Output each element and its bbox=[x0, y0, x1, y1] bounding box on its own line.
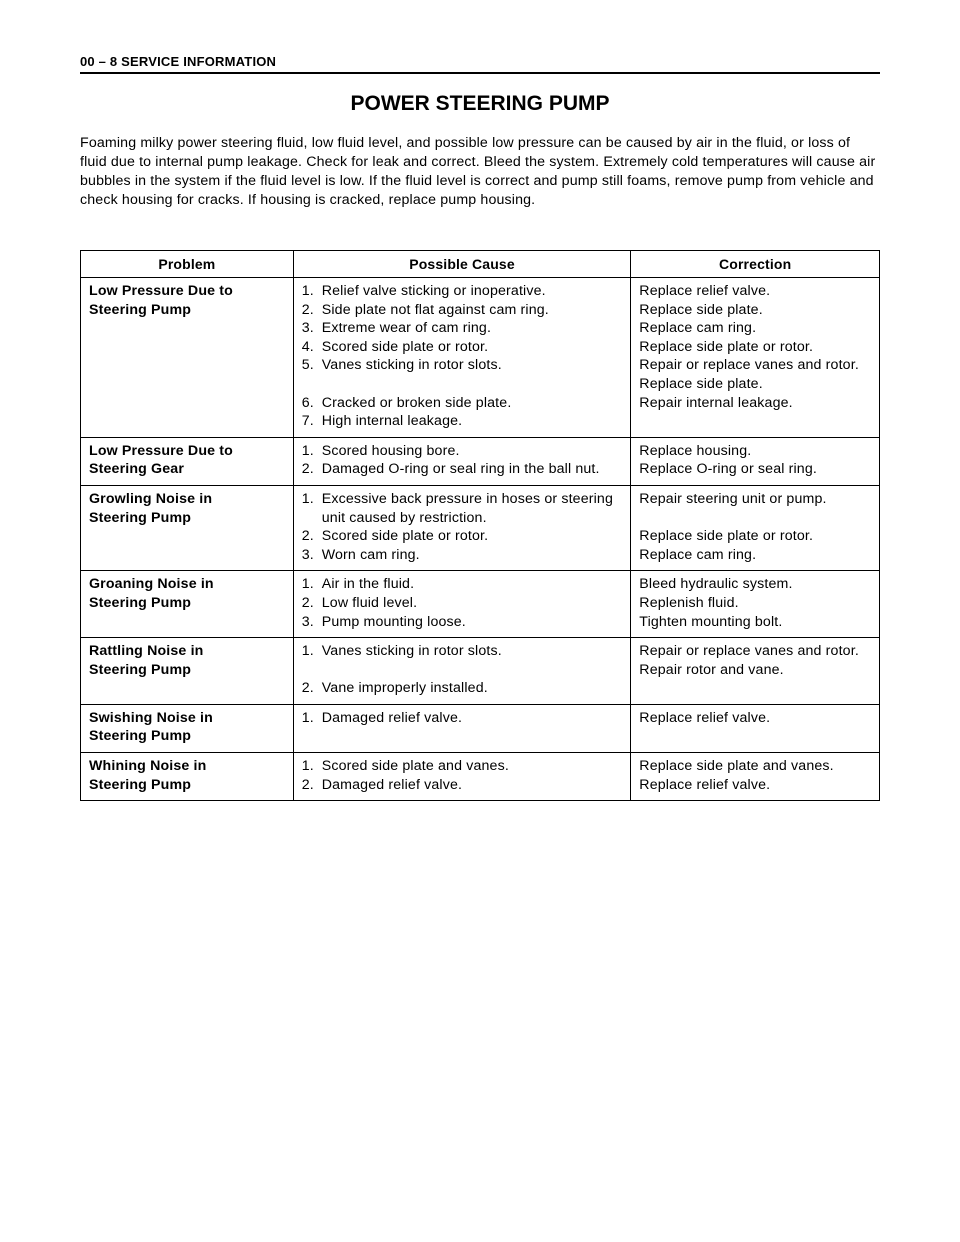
problem-line: Steering Pump bbox=[89, 301, 192, 318]
cause-text: Air in the fluid. bbox=[321, 576, 415, 593]
cause-item bbox=[302, 356, 623, 375]
cause-number: 2. bbox=[301, 301, 314, 318]
cause-item bbox=[302, 613, 623, 632]
cause-number: 2. bbox=[301, 461, 314, 478]
cause-text: Vane improperly installed. bbox=[321, 680, 488, 697]
correction-line: Replace side plate. bbox=[639, 301, 763, 318]
cause-item bbox=[302, 319, 623, 338]
cause-number: 2. bbox=[301, 680, 314, 697]
correction-cell bbox=[631, 571, 880, 638]
cause-cell bbox=[293, 704, 631, 752]
correction-line: Repair or replace vanes and rotor. bbox=[639, 357, 859, 374]
correction-cell bbox=[631, 278, 880, 438]
problem-cell bbox=[81, 278, 294, 438]
cause-item bbox=[302, 642, 623, 661]
cause-number: 3. bbox=[301, 546, 314, 563]
cause-item bbox=[302, 709, 623, 728]
problem-line: Low Pressure Due to bbox=[89, 283, 233, 299]
problem-line: Steering Gear bbox=[89, 461, 184, 478]
cause-item bbox=[302, 757, 623, 776]
problem-line: Steering Pump bbox=[89, 594, 192, 611]
cause-item bbox=[302, 394, 623, 413]
cause-text: Damaged O-ring or seal ring in the ball nut. bbox=[321, 461, 600, 478]
cause-item bbox=[302, 575, 623, 594]
correction-cell bbox=[631, 437, 880, 485]
cause-number: 3. bbox=[301, 320, 314, 337]
cause-item bbox=[302, 527, 623, 546]
cause-text: Scored housing bore. bbox=[321, 442, 460, 459]
cause-text: Side plate not flat against cam ring. bbox=[321, 301, 549, 318]
problem-cell bbox=[81, 638, 294, 705]
correction-line: Bleed hydraulic system. bbox=[639, 576, 793, 593]
cause-number: 6. bbox=[301, 394, 314, 411]
cause-text: High internal leakage. bbox=[321, 413, 463, 430]
intro-paragraph bbox=[80, 134, 880, 210]
problem-line: Groaning Noise in bbox=[89, 576, 214, 593]
cause-text: Cracked or broken side plate. bbox=[321, 394, 512, 411]
cause-number: 1. bbox=[301, 758, 314, 775]
cause-number: 4. bbox=[301, 338, 314, 355]
correction-line: Tighten mounting bolt. bbox=[639, 613, 783, 630]
problem-line: Steering Pump bbox=[89, 728, 192, 745]
cause-number: 2. bbox=[301, 776, 314, 793]
cause-number: 3. bbox=[301, 613, 314, 630]
cause-item bbox=[302, 412, 623, 431]
correction-line: Repair or replace vanes and rotor. bbox=[639, 643, 859, 660]
correction-line: Replace relief valve. bbox=[639, 283, 771, 299]
cause-cell bbox=[293, 638, 631, 705]
cause-text: Pump mounting loose. bbox=[321, 613, 466, 630]
cause-text: Vanes sticking in rotor slots. bbox=[321, 357, 502, 374]
spacer bbox=[302, 661, 623, 680]
cause-number: 1. bbox=[301, 643, 314, 660]
cause-text: Worn cam ring. bbox=[321, 546, 420, 563]
cause-number: 1. bbox=[301, 442, 314, 459]
cause-text: Low fluid level. bbox=[321, 594, 418, 611]
cause-number: 2. bbox=[301, 594, 314, 611]
problem-line: Rattling Noise in bbox=[89, 643, 204, 660]
page-title: POWER STEERING PUMP bbox=[350, 92, 610, 115]
problem-line: Low Pressure Due to bbox=[89, 442, 233, 459]
correction-cell bbox=[631, 638, 880, 705]
cause-item bbox=[302, 776, 623, 795]
cause-text: Relief valve sticking or inoperative. bbox=[321, 283, 546, 299]
problem-cell bbox=[81, 571, 294, 638]
cause-cell bbox=[293, 437, 631, 485]
correction-line: Replace relief valve. bbox=[639, 776, 771, 793]
correction-cell bbox=[631, 485, 880, 570]
correction-line: Repair steering unit or pump. bbox=[639, 490, 827, 507]
problem-cell bbox=[81, 753, 294, 801]
problem-line: Steering Pump bbox=[89, 509, 192, 526]
spacer bbox=[302, 375, 623, 394]
cause-number: 7. bbox=[301, 413, 314, 430]
cause-item bbox=[302, 460, 623, 479]
cause-text: Scored side plate or rotor. bbox=[321, 528, 489, 545]
cause-number: 5. bbox=[301, 357, 314, 374]
cause-text: Excessive back pressure in hoses or steering unit caused by restriction. bbox=[321, 490, 614, 526]
cause-item bbox=[302, 442, 623, 461]
correction-line: Replace relief valve. bbox=[639, 709, 771, 726]
troubleshooting-table bbox=[80, 250, 880, 801]
intro-text: Foaming milky power steering fluid, low fluid level, and possible low pressure can be caused by air in the fluid, or loss of fluid due to internal pump leakage. Check for leak and correct. Bleed the system. Extremely cold temperatures will cause air bubbles in the system if the fluid level is low. If the fluid level is correct and pump still foams, remove pump from vehicle and check housing for cracks. If housing is cracked, replace pump housing. bbox=[80, 135, 876, 208]
correction-line: Replace O-ring or seal ring. bbox=[639, 461, 817, 478]
cause-item bbox=[302, 490, 623, 527]
correction-line: Replace side plate and vanes. bbox=[639, 758, 834, 775]
cause-cell bbox=[293, 485, 631, 570]
table-row bbox=[81, 638, 880, 705]
cause-text: Scored side plate or rotor. bbox=[321, 338, 489, 355]
cause-number: 2. bbox=[301, 528, 314, 545]
header-possible-cause: Possible Cause bbox=[293, 251, 631, 278]
header-correction: Correction bbox=[631, 251, 880, 278]
table-row bbox=[81, 571, 880, 638]
table-row bbox=[81, 753, 880, 801]
cause-cell bbox=[293, 753, 631, 801]
correction-line: Replace cam ring. bbox=[639, 320, 757, 337]
cause-number: 1. bbox=[301, 490, 314, 507]
table-row bbox=[81, 278, 880, 438]
cause-item bbox=[302, 282, 623, 301]
cause-item bbox=[302, 594, 623, 613]
problem-cell bbox=[81, 485, 294, 570]
problem-line: Steering Pump bbox=[89, 661, 192, 678]
problem-line: Whining Noise in bbox=[89, 758, 207, 775]
correction-line: Replenish fluid. bbox=[639, 594, 739, 611]
cause-item bbox=[302, 301, 623, 320]
table-row bbox=[81, 704, 880, 752]
cause-text: Extreme wear of cam ring. bbox=[321, 320, 492, 337]
cause-text: Vanes sticking in rotor slots. bbox=[321, 643, 502, 660]
table-header-row bbox=[81, 251, 880, 278]
cause-item bbox=[302, 679, 623, 698]
problem-line: Swishing Noise in bbox=[89, 709, 213, 726]
correction-line: Replace side plate or rotor. bbox=[639, 338, 814, 355]
correction-line: Replace housing. bbox=[639, 442, 752, 459]
correction-cell bbox=[631, 704, 880, 752]
cause-text: Damaged relief valve. bbox=[321, 776, 463, 793]
cause-item bbox=[302, 338, 623, 357]
cause-cell bbox=[293, 278, 631, 438]
correction-line: Replace side plate. bbox=[639, 375, 763, 392]
header-problem: Problem bbox=[81, 251, 294, 278]
cause-number: 1. bbox=[301, 709, 314, 726]
correction-line: Replace cam ring. bbox=[639, 546, 757, 563]
spacer bbox=[639, 509, 871, 528]
table-row bbox=[81, 437, 880, 485]
cause-text: Scored side plate and vanes. bbox=[321, 758, 509, 775]
problem-line: Steering Pump bbox=[89, 776, 192, 793]
cause-number: 1. bbox=[301, 576, 314, 593]
cause-item bbox=[302, 546, 623, 565]
correction-line: Repair rotor and vane. bbox=[639, 661, 784, 678]
cause-text: Damaged relief valve. bbox=[321, 709, 463, 726]
cause-number: 1. bbox=[301, 283, 314, 299]
problem-line: Growling Noise in bbox=[89, 490, 213, 507]
problem-cell bbox=[81, 704, 294, 752]
correction-line: Replace side plate or rotor. bbox=[639, 528, 814, 545]
page-header: 00 – 8 SERVICE INFORMATION bbox=[80, 54, 880, 74]
correction-line: Repair internal leakage. bbox=[639, 394, 793, 411]
correction-cell bbox=[631, 753, 880, 801]
problem-cell bbox=[81, 437, 294, 485]
cause-cell bbox=[293, 571, 631, 638]
table-row bbox=[81, 485, 880, 570]
